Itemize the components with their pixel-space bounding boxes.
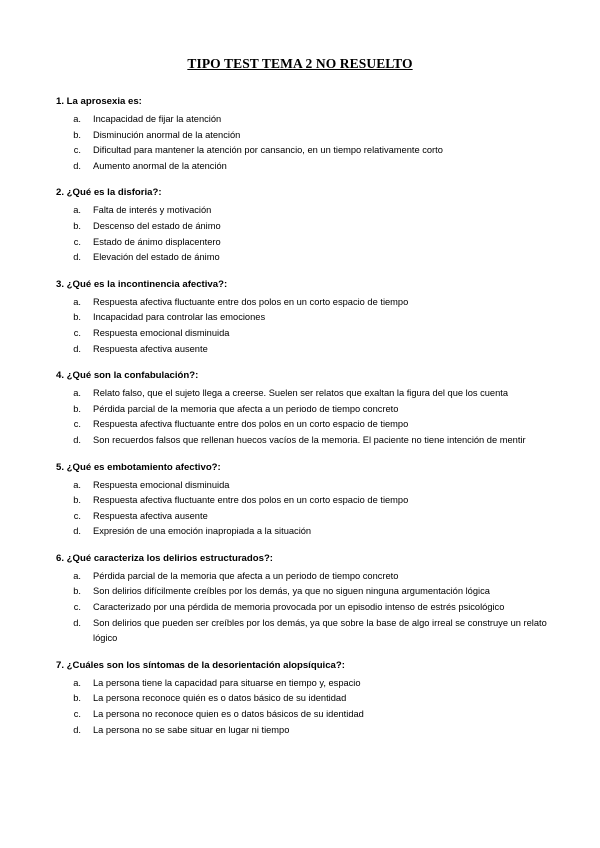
option-letter: c. (73, 510, 81, 521)
option-b (56, 402, 556, 418)
option-text: La persona reconoce quién es o datos básico de su identidad (93, 693, 347, 704)
option-d (56, 250, 556, 266)
option-letter: a. (73, 570, 81, 581)
option-letter: d. (73, 343, 81, 354)
option-a (56, 295, 556, 311)
option-letter: d. (73, 252, 81, 263)
option-text: Respuesta afectiva ausente (93, 343, 208, 354)
question-4 (56, 368, 556, 448)
option-c (56, 417, 556, 433)
question-prompt: 1. La aprosexia es: (56, 96, 142, 107)
option-a (56, 112, 556, 128)
option-c (56, 600, 556, 616)
option-text: Pérdida parcial de la memoria que afecta a un periodo de tiempo concreto (93, 570, 399, 581)
option-b (56, 691, 556, 707)
option-text: La persona no reconoce quien es o datos básicos de su identidad (93, 709, 364, 720)
option-letter: c. (73, 602, 81, 613)
option-text: Falta de interés y motivación (93, 205, 212, 216)
option-b (56, 584, 556, 600)
option-c (56, 326, 556, 342)
option-text: Estado de ánimo displacentero (93, 236, 221, 247)
option-c (56, 143, 556, 159)
option-a (56, 386, 556, 402)
option-letter: b. (73, 403, 81, 414)
option-list (56, 676, 556, 738)
option-b (56, 219, 556, 235)
option-letter: a. (73, 296, 81, 307)
option-text: Relato falso, que el sujeto llega a creerse. Suelen ser relatos que exaltan la figura del que los cuenta (93, 388, 509, 399)
option-text: Incapacidad para controlar las emociones (93, 312, 266, 323)
option-letter: b. (73, 312, 81, 323)
option-letter: d. (73, 724, 81, 735)
option-a (56, 569, 556, 585)
question-1 (56, 94, 556, 174)
option-c (56, 509, 556, 525)
option-text: Expresión de una emoción inapropiada a la situación (93, 526, 312, 537)
option-letter: c. (73, 145, 81, 156)
option-letter: b. (73, 129, 81, 140)
option-d (56, 433, 556, 449)
option-list (56, 386, 556, 448)
option-c (56, 235, 556, 251)
option-letter: d. (73, 526, 81, 537)
option-text: Son delirios que pueden ser creíbles por los demás, ya que sobre la base de algo irreal se construye un relato lógico (93, 617, 547, 644)
option-a (56, 203, 556, 219)
option-d (56, 159, 556, 175)
option-list (56, 295, 556, 357)
option-text: Caracterizado por una pérdida de memoria provocada por un episodio intenso de estrés psicológico (93, 602, 505, 613)
option-text: La persona no se sabe situar en lugar ni tiempo (93, 724, 290, 735)
option-text: Aumento anormal de la atención (93, 160, 227, 171)
option-letter: b. (73, 220, 81, 231)
option-text: Respuesta emocional disminuida (93, 327, 230, 338)
option-b (56, 493, 556, 509)
option-list (56, 112, 556, 174)
page-title: TIPO TEST TEMA 2 NO RESUELTO (187, 56, 413, 71)
option-list (56, 203, 556, 265)
option-letter: a. (73, 114, 81, 124)
option-letter: d. (73, 434, 81, 445)
option-text: Disminución anormal de la atención (93, 129, 241, 140)
option-text: Respuesta afectiva fluctuante entre dos polos en un corto espacio de tiempo (93, 419, 409, 430)
question-prompt: 6. ¿Qué caracteriza los delirios estructurados?: (56, 552, 273, 564)
option-text: Respuesta afectiva fluctuante entre dos polos en un corto espacio de tiempo (93, 495, 409, 506)
option-a (56, 676, 556, 692)
option-letter: b. (73, 586, 81, 597)
option-letter: c. (73, 709, 81, 720)
option-text: Son recuerdos falsos que rellenan huecos vacíos de la memoria. El paciente no tiene intención de mentir (93, 434, 526, 445)
option-d (56, 616, 556, 647)
option-text: Incapacidad de fijar la atención (93, 114, 222, 124)
option-c (56, 707, 556, 723)
option-letter: c. (73, 419, 81, 430)
option-d (56, 524, 556, 540)
option-text: Son delirios difícilmente creíbles por los demás, ya que no siguen ninguna argumentación lógica (93, 586, 490, 597)
option-letter: a. (73, 388, 81, 399)
option-text: Pérdida parcial de la memoria que afecta a un periodo de tiempo concreto (93, 403, 399, 414)
question-3 (56, 277, 556, 357)
question-2 (56, 185, 556, 265)
option-letter: a. (73, 205, 81, 216)
question-prompt: 5. ¿Qué es embotamiento afectivo?: (56, 461, 221, 473)
option-letter: b. (73, 693, 81, 704)
option-a (56, 478, 556, 494)
option-text: Descenso del estado de ánimo (93, 220, 221, 231)
question-prompt: 4. ¿Qué son la confabulación?: (56, 370, 199, 382)
option-letter: d. (73, 160, 81, 171)
option-d (56, 342, 556, 358)
option-b (56, 128, 556, 144)
option-letter: c. (73, 327, 81, 338)
option-letter: a. (73, 677, 81, 688)
option-text: Respuesta emocional disminuida (93, 479, 230, 490)
option-d (56, 723, 556, 739)
option-letter: d. (73, 617, 81, 628)
question-list (56, 94, 556, 749)
question-prompt: 7. ¿Cuáles son los síntomas de la desorientación alopsíquica?: (56, 659, 345, 671)
option-list (56, 478, 556, 540)
question-prompt: 3. ¿Qué es la incontinencia afectiva?: (56, 278, 228, 290)
option-b (56, 310, 556, 326)
question-prompt: 2. ¿Qué es la disforia?: (56, 187, 162, 199)
question-6 (56, 551, 556, 647)
option-text: Respuesta afectiva ausente (93, 510, 208, 521)
option-letter: c. (73, 236, 81, 247)
option-letter: b. (73, 495, 81, 506)
question-7 (56, 658, 556, 738)
option-text: Elevación del estado de ánimo (93, 252, 220, 263)
option-letter: a. (73, 479, 81, 490)
option-text: Respuesta afectiva fluctuante entre dos polos en un corto espacio de tiempo (93, 296, 409, 307)
option-list (56, 569, 556, 647)
question-5 (56, 460, 556, 540)
option-text: Dificultad para mantener la atención por cansancio, en un tiempo relativamente corto (93, 145, 443, 156)
option-text: La persona tiene la capacidad para situarse en tiempo y, espacio (93, 677, 361, 688)
